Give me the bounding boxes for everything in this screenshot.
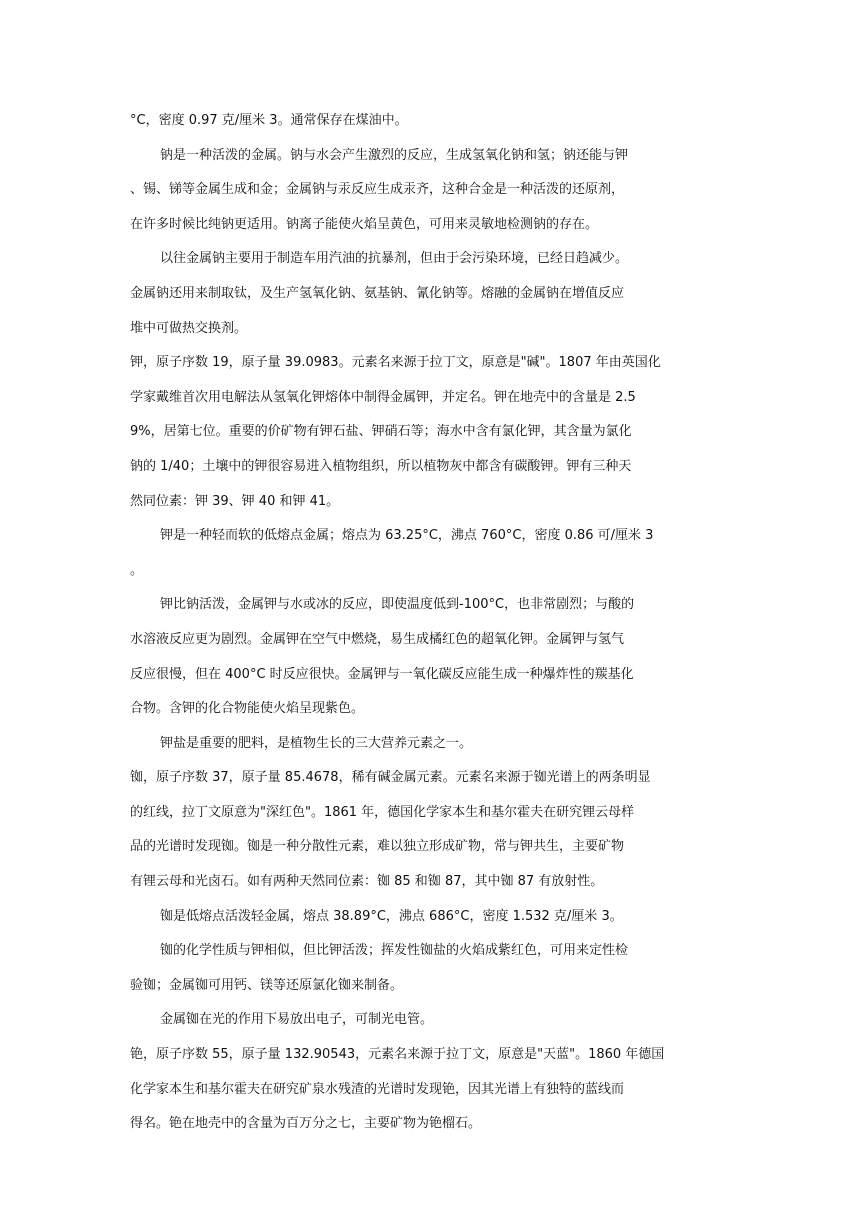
- text-line: 钾，原子序数 19，原子量 39.0983。元素名来源于拉丁文，原意是"碱"。1807 年由英国化: [130, 355, 661, 371]
- text-line: 。: [130, 562, 144, 578]
- text-line: 学家戴维首次用电解法从氢氧化钾熔体中制得金属钾，并定名。钾在地壳中的含量是 2.5: [130, 389, 636, 405]
- text-line: 在许多时候比纯钠更适用。钠离子能使火焰呈黄色，可用来灵敏地检测钠的存在。: [130, 216, 599, 232]
- text-line: 金属铷在光的作用下易放出电子，可制光电管。: [160, 1012, 434, 1028]
- text-line: 有锂云母和光卤石。如有两种天然同位素：铷 85 和铷 87，其中铷 87 有放射性。: [130, 874, 604, 890]
- text-line: 铯，原子序数 55，原子量 132.90543，元素名来源于拉丁文，原意是"天蓝"。1860 年德国: [130, 1047, 665, 1063]
- text-line: 以往金属钠主要用于制造车用汽油的抗暴剂，但由于会污染环境，已经日趋减少。: [160, 251, 629, 267]
- text-line: 水溶液反应更为剧烈。金属钾在空气中燃烧，易生成橘红色的超氧化钾。金属钾与氢气: [130, 631, 625, 647]
- text-line: 金属钠还用来制取钛，及生产氢氧化钠、氨基钠、氰化钠等。熔融的金属钠在增值反应: [130, 285, 625, 301]
- text-line: 堆中可做热交换剂。: [130, 320, 248, 336]
- text-line: 钠是一种活泼的金属。钠与水会产生激烈的反应，生成氢氧化钠和氢；钠还能与钾: [160, 147, 629, 163]
- text-line: 、锡、锑等金属生成和金；金属钠与汞反应生成汞齐，这种合金是一种活泼的还原剂，: [130, 182, 625, 198]
- text-line: 铷是低熔点活泼轻金属，熔点 38.89°C，沸点 686°C，密度 1.532 克/厘米 3。: [160, 908, 623, 924]
- text-line: 铷，原子序数 37，原子量 85.4678，稀有碱金属元素。元素名来源于铷光谱上的两条明显: [130, 770, 651, 786]
- text-line: 钾比钠活泼，金属钾与水或冰的反应，即使温度低到-100°C，也非常剧烈；与酸的: [160, 597, 635, 613]
- text-line: 得名。铯在地壳中的含量为百万分之七，主要矿物为铯榴石。: [130, 1116, 482, 1132]
- text-line: °C，密度 0.97 克/厘米 3。通常保存在煤油中。: [130, 113, 408, 128]
- text-line: 铷的化学性质与钾相似，但比钾活泼；挥发性铷盐的火焰成紫红色，可用来定性检: [160, 943, 629, 959]
- text-line: 化学家本生和基尔霍夫在研究矿泉水残渣的光谱时发现铯，因其光谱上有独特的蓝线而: [130, 1081, 625, 1097]
- text-line: 9%，居第七位。重要的价矿物有钾石盐、钾硝石等；海水中含有氯化钾，其含量为氯化: [130, 424, 632, 440]
- text-line: 然同位素：钾 39、钾 40 和钾 41。: [130, 493, 340, 509]
- text-line: 钾盐是重要的肥料，是植物生长的三大营养元素之一。: [160, 735, 473, 751]
- text-line: 反应很慢，但在 400°C 时反应很快。金属钾与一氧化碳反应能生成一种爆炸性的羰基化: [130, 666, 634, 682]
- text-line: 验铷；金属铷可用钙、镁等还原氯化铷来制备。: [130, 977, 404, 993]
- text-line: 的红线，拉丁文原意为"深红色"。1861 年，德国化学家本生和基尔霍夫在研究锂云母样: [130, 804, 635, 820]
- text-line: 品的光谱时发现铷。铷是一种分散性元素，难以独立形成矿物，常与钾共生，主要矿物: [130, 839, 625, 855]
- text-line: 合物。含钾的化合物能使火焰呈现紫色。: [130, 701, 365, 717]
- text-line: 钾是一种轻而软的低熔点金属；熔点为 63.25°C，沸点 760°C，密度 0.86 可/厘米 3: [160, 528, 654, 544]
- text-line: 钠的 1/40；土壤中的钾很容易进入植物组织，所以植物灰中都含有碳酸钾。钾有三种天: [130, 458, 632, 474]
- document-body: [130, 104, 734, 1142]
